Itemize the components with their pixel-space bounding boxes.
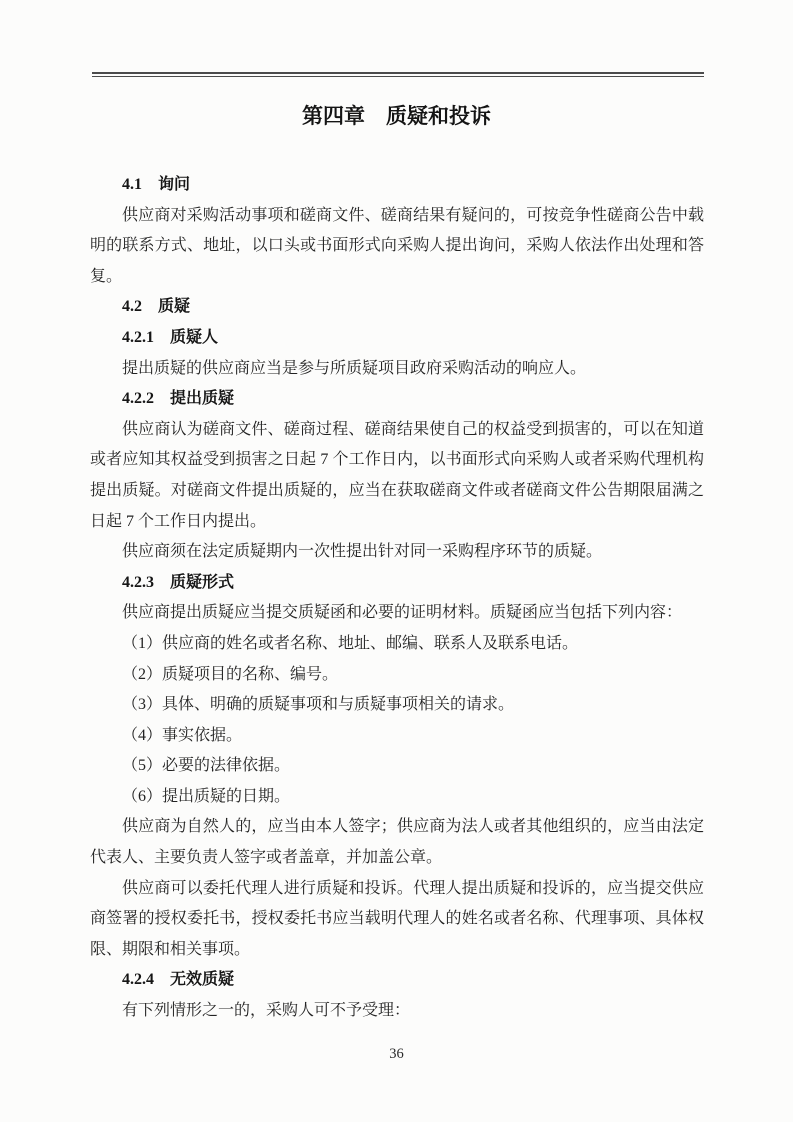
section-heading-4-2-1: 4.2.1 质疑人: [122, 328, 219, 346]
section-heading-4-2-2: 4.2.2 提出质疑: [122, 390, 235, 408]
section-heading-4-2: 4.2 质疑: [122, 298, 191, 316]
paragraph-invalid-challenge: 有下列情形之一的，采购人可不予受理：: [122, 1002, 411, 1020]
section-heading-4-1: 4.1 询问: [122, 176, 191, 193]
paragraph-inquiry: 供应商对采购活动事项和磋商文件、磋商结果有疑问的，可按竞争性磋商公告中载明的联系方式、地址，以口头或书面形式向采购人提出询问，采购人依法作出处理和答复。: [90, 206, 704, 285]
paragraph-raise-challenge: 供应商认为磋商文件、磋商过程、磋商结果使自己的权益受到损害的，可以在知道或者应知其权益受到损害之日起 7 个工作日内，以书面形式向采购人或者采购代理机构提出质疑。对磋商文件提出质疑的，应当在获取磋商文件或者磋商文件公告期限届满之日起 7 个工作日内提出。: [90, 420, 704, 530]
section-heading-4-2-3: 4.2.3 质疑形式: [122, 573, 235, 591]
paragraph-challenger: 提出质疑的供应商应当是参与所质疑项目政府采购活动的响应人。: [122, 359, 587, 377]
paragraph-challenge-form: 供应商提出质疑应当提交质疑函和必要的证明材料。质疑函应当包括下列内容：: [122, 604, 683, 622]
header-double-rule: [92, 72, 704, 77]
page-number: 36: [389, 1046, 404, 1062]
paragraph-one-time-challenge: 供应商须在法定质疑期内一次性提出针对同一采购程序环节的质疑。: [122, 543, 603, 561]
list-item-1: （1）供应商的姓名或者名称、地址、邮编、联系人及联系电话。: [122, 634, 579, 652]
paragraph-agent: 供应商可以委托代理人进行质疑和投诉。代理人提出质疑和投诉的，应当提交供应商签署的授权委托书，授权委托书应当载明代理人的姓名或者名称、代理事项、具体权限、期限和相关事项。: [90, 879, 704, 958]
chapter-title: 第四章 质疑和投诉: [302, 104, 491, 128]
list-item-2: （2）质疑项目的名称、编号。: [122, 665, 339, 683]
paragraph-signature: 供应商为自然人的，应当由本人签字；供应商为法人或者其他组织的，应当由法定代表人、主要负责人签字或者盖章，并加盖公章。: [90, 818, 704, 867]
list-item-3: （3）具体、明确的质疑事项和与质疑事项相关的请求。: [122, 696, 515, 714]
section-heading-4-2-4: 4.2.4 无效质疑: [122, 971, 235, 989]
list-item-6: （6）提出质疑的日期。: [122, 787, 291, 805]
list-item-5: （5）必要的法律依据。: [122, 757, 291, 775]
document-body: [90, 170, 704, 1027]
list-item-4: （4）事实依据。: [122, 726, 243, 744]
